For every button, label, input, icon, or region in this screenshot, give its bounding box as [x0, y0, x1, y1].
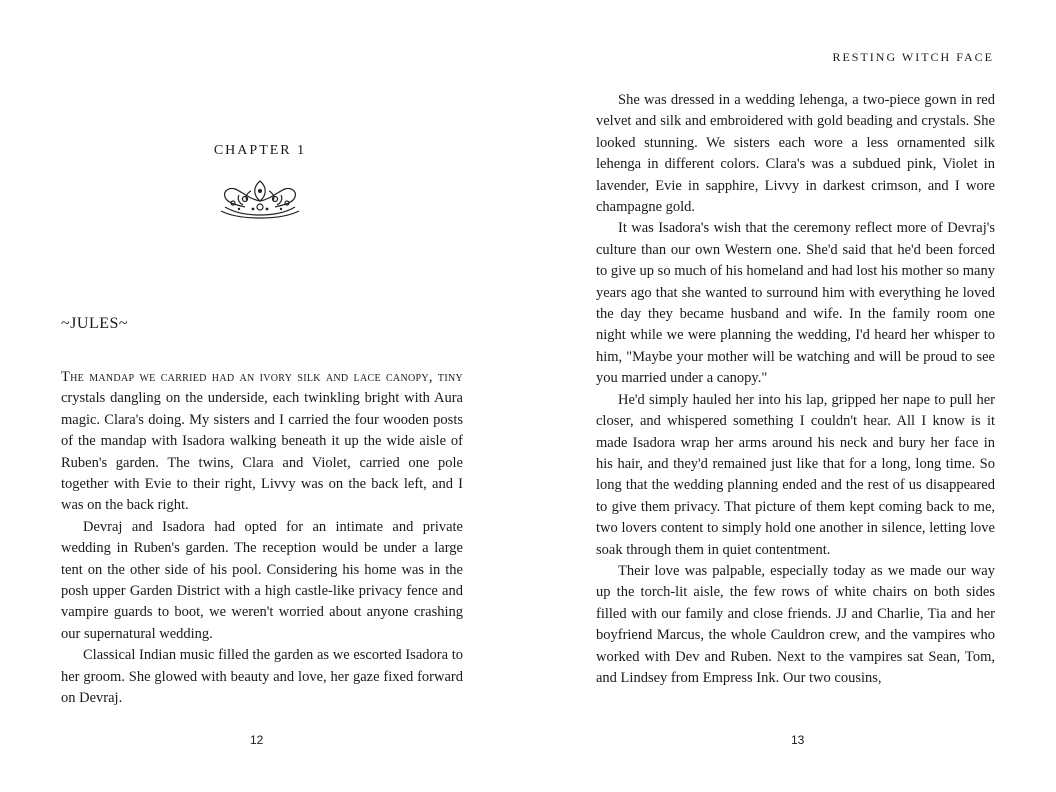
- body-paragraph: She was dressed in a wedding lehenga, a two-piece gown in red velvet and silk and embroidered with gold beading and crystals. She looked stunning. We sisters each wore a less ornamented silk lehenga in different colors. Clara's was a subdued pink, Violet in lavender, Evie in sapphire, Livvy in darkest crimson, and I wore champagne gold.: [596, 92, 995, 216]
- right-body-text: [596, 90, 995, 689]
- chapter-title: CHAPTER 1: [213, 143, 307, 158]
- pov-heading: ~JULES~: [61, 315, 129, 332]
- running-head: RESTING WITCH FACE: [832, 50, 994, 64]
- opening-paragraph: [61, 367, 463, 517]
- body-paragraph: It was Isadora's wish that the ceremony reflect more of Devraj's culture than our own Western one. She'd said that he'd been forced to give up so much of his homeland and had lost his mother so many years ago that she wanted to surround him with everything he loved the day they became husband and wife. In the family room one night while we were planning the wedding, I'd heard her whisper to him, "Maybe your mother will be watching and will be proud to see you married under a canopy.": [596, 220, 995, 387]
- page-number: 13: [791, 733, 805, 747]
- body-paragraph: He'd simply hauled her into his lap, gripped her nape to pull her closer, and whispered something I couldn't hear. All I know is it made Isadora wrap her arms around his neck and bury her face in his hair, and they'd remained just like that for a long, long time. So long that the wedding planning ended and the rest of us disappeared to give them privacy. That picture of them kept coming back to me, two lovers content to simply hold one another in silence, letting love soak through them in quiet contentment.: [596, 391, 995, 558]
- opening-small-caps: The mandap we carried had an ivory silk and lace canopy, tiny: [61, 369, 463, 385]
- body-paragraph: Classical Indian music filled the garden as we escorted Isadora to her groom. She glowed with beauty and love, her gaze fixed forward on Devraj.: [61, 647, 463, 707]
- right-page: [528, 0, 1056, 792]
- opening-paragraph-text: crystals dangling on the underside, each twinkling bright with Aura magic. Clara's doing. My sisters and I carried the four wooden posts of the mandap with Isadora walking beneath it up the wide aisle of Ruben's garden. The twins, Clara and Violet, carried one pole together with Evie to their right, Livvy was on the back left, and I was on the back right.: [61, 390, 463, 514]
- body-paragraph: Devraj and Isadora had opted for an intimate and private wedding in Ruben's garden. The reception would be under a large tent on the other side of his pool. Considering his home was in the posh upper Garden District with a high castle-like privacy fence and vampire guards to boot, we weren't worried about anyone crashing our supernatural wedding.: [61, 518, 463, 642]
- left-body-text: [61, 367, 463, 710]
- floral-ornament-icon: [215, 177, 305, 219]
- page-number: 12: [250, 733, 264, 747]
- body-paragraph: Their love was palpable, especially today as we made our way up the torch-lit aisle, the few rows of white chairs on both sides filled with our family and close friends. JJ and Charlie, Tia and her boyfriend Marcus, the whole Cauldron crew, and the vampires who worked with Dev and Ruben. Next to the vampires sat Sean, Tom, and Lindsey from Empress Ink. Our two cousins,: [596, 562, 995, 686]
